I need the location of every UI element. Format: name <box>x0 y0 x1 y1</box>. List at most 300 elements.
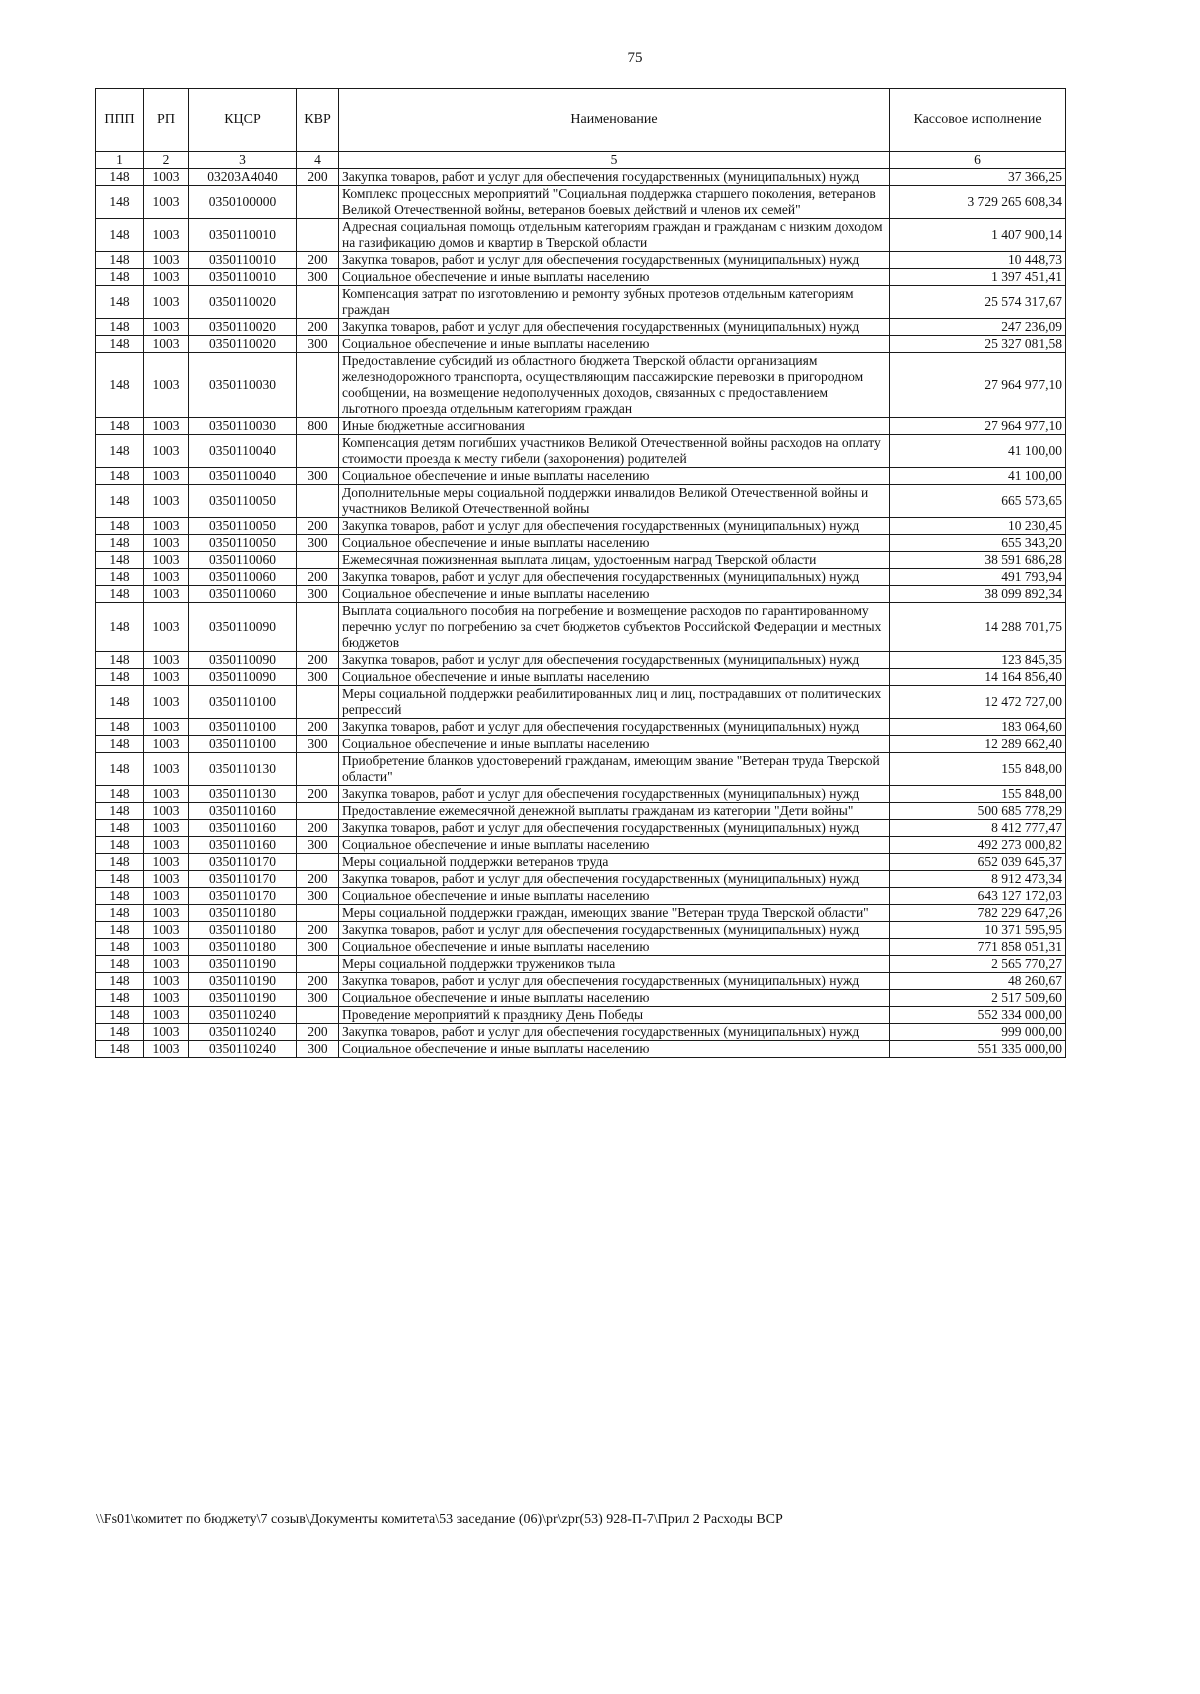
cell-name: Социальное обеспечение и иные выплаты населению <box>339 736 890 753</box>
table-row <box>96 736 1066 753</box>
table-row <box>96 586 1066 603</box>
cell-kvr <box>297 219 339 252</box>
cell-ppp: 148 <box>96 686 144 719</box>
cell-name: Закупка товаров, работ и услуг для обеспечения государственных (муниципальных) нужд <box>339 719 890 736</box>
cell-amount: 492 273 000,82 <box>890 837 1066 854</box>
table-row <box>96 1024 1066 1041</box>
cell-rp: 1003 <box>144 219 189 252</box>
cell-amount: 41 100,00 <box>890 435 1066 468</box>
cell-kcsr: 0350110180 <box>189 922 297 939</box>
column-number: 2 <box>144 152 189 169</box>
cell-amount: 3 729 265 608,34 <box>890 186 1066 219</box>
cell-amount: 551 335 000,00 <box>890 1041 1066 1058</box>
cell-name: Выплата социального пособия на погребение и возмещение расходов по гарантированному перечню услуг по погребению за счет бюджетов субъектов Российской Федерации и местных бюджетов <box>339 603 890 652</box>
cell-ppp: 148 <box>96 552 144 569</box>
cell-amount: 27 964 977,10 <box>890 418 1066 435</box>
cell-kcsr: 0350110180 <box>189 939 297 956</box>
cell-rp: 1003 <box>144 888 189 905</box>
cell-ppp: 148 <box>96 468 144 485</box>
cell-name: Закупка товаров, работ и услуг для обеспечения государственных (муниципальных) нужд <box>339 652 890 669</box>
cell-kcsr: 0350110190 <box>189 990 297 1007</box>
cell-amount: 1 407 900,14 <box>890 219 1066 252</box>
cell-name: Приобретение бланков удостоверений гражданам, имеющим звание "Ветеран труда Тверской области" <box>339 753 890 786</box>
cell-name: Закупка товаров, работ и услуг для обеспечения государственных (муниципальных) нужд <box>339 1024 890 1041</box>
cell-amount: 123 845,35 <box>890 652 1066 669</box>
cell-amount: 25 327 081,58 <box>890 336 1066 353</box>
cell-amount: 155 848,00 <box>890 753 1066 786</box>
cell-kvr: 200 <box>297 1024 339 1041</box>
cell-rp: 1003 <box>144 652 189 669</box>
cell-amount: 782 229 647,26 <box>890 905 1066 922</box>
cell-name: Социальное обеспечение и иные выплаты населению <box>339 669 890 686</box>
cell-amount: 41 100,00 <box>890 468 1066 485</box>
cell-kvr: 200 <box>297 871 339 888</box>
cell-rp: 1003 <box>144 719 189 736</box>
table-row <box>96 485 1066 518</box>
cell-ppp: 148 <box>96 922 144 939</box>
column-number-row <box>96 152 1066 169</box>
cell-name: Социальное обеспечение и иные выплаты населению <box>339 468 890 485</box>
table-row <box>96 252 1066 269</box>
page-number: 75 <box>627 50 643 66</box>
cell-rp: 1003 <box>144 753 189 786</box>
table-row <box>96 269 1066 286</box>
cell-rp: 1003 <box>144 319 189 336</box>
cell-rp: 1003 <box>144 552 189 569</box>
cell-rp: 1003 <box>144 418 189 435</box>
budget-table <box>95 88 1066 1058</box>
table-row <box>96 1007 1066 1024</box>
cell-name: Закупка товаров, работ и услуг для обеспечения государственных (муниципальных) нужд <box>339 973 890 990</box>
cell-amount: 12 472 727,00 <box>890 686 1066 719</box>
cell-kcsr: 0350110050 <box>189 535 297 552</box>
cell-kvr: 300 <box>297 269 339 286</box>
cell-kcsr: 0350110180 <box>189 905 297 922</box>
table-row <box>96 888 1066 905</box>
cell-amount: 500 685 778,29 <box>890 803 1066 820</box>
cell-ppp: 148 <box>96 652 144 669</box>
column-number: 1 <box>96 152 144 169</box>
cell-kcsr: 0350110170 <box>189 888 297 905</box>
header-rp: РП <box>144 89 189 152</box>
cell-name: Закупка товаров, работ и услуг для обеспечения государственных (муниципальных) нужд <box>339 871 890 888</box>
header-kcsr: КЦСР <box>189 89 297 152</box>
cell-kcsr: 0350110170 <box>189 854 297 871</box>
cell-kvr <box>297 435 339 468</box>
cell-name: Социальное обеспечение и иные выплаты населению <box>339 269 890 286</box>
cell-rp: 1003 <box>144 286 189 319</box>
header-kvr: КВР <box>297 89 339 152</box>
cell-kcsr: 0350110060 <box>189 569 297 586</box>
cell-kvr: 300 <box>297 736 339 753</box>
cell-amount: 491 793,94 <box>890 569 1066 586</box>
cell-rp: 1003 <box>144 973 189 990</box>
cell-kvr <box>297 485 339 518</box>
cell-kcsr: 0350110030 <box>189 418 297 435</box>
cell-amount: 37 366,25 <box>890 169 1066 186</box>
cell-ppp: 148 <box>96 786 144 803</box>
cell-amount: 27 964 977,10 <box>890 353 1066 418</box>
cell-ppp: 148 <box>96 719 144 736</box>
cell-amount: 183 064,60 <box>890 719 1066 736</box>
cell-rp: 1003 <box>144 252 189 269</box>
table-row <box>96 186 1066 219</box>
cell-kcsr: 0350110010 <box>189 269 297 286</box>
table-row <box>96 353 1066 418</box>
cell-ppp: 148 <box>96 435 144 468</box>
cell-name: Социальное обеспечение и иные выплаты населению <box>339 586 890 603</box>
cell-name: Социальное обеспечение и иные выплаты населению <box>339 939 890 956</box>
cell-ppp: 148 <box>96 319 144 336</box>
cell-name: Социальное обеспечение и иные выплаты населению <box>339 990 890 1007</box>
cell-kcsr: 0350110100 <box>189 736 297 753</box>
cell-ppp: 148 <box>96 905 144 922</box>
cell-ppp: 148 <box>96 353 144 418</box>
cell-rp: 1003 <box>144 269 189 286</box>
table-row <box>96 922 1066 939</box>
cell-rp: 1003 <box>144 820 189 837</box>
table-row <box>96 719 1066 736</box>
cell-rp: 1003 <box>144 1024 189 1041</box>
cell-amount: 655 343,20 <box>890 535 1066 552</box>
cell-kvr: 300 <box>297 1041 339 1058</box>
cell-ppp: 148 <box>96 803 144 820</box>
cell-rp: 1003 <box>144 956 189 973</box>
cell-ppp: 148 <box>96 569 144 586</box>
cell-amount: 652 039 645,37 <box>890 854 1066 871</box>
cell-rp: 1003 <box>144 518 189 535</box>
cell-rp: 1003 <box>144 603 189 652</box>
cell-kvr <box>297 186 339 219</box>
table-row <box>96 518 1066 535</box>
cell-amount: 10 448,73 <box>890 252 1066 269</box>
cell-ppp: 148 <box>96 186 144 219</box>
cell-amount: 12 289 662,40 <box>890 736 1066 753</box>
table-row <box>96 803 1066 820</box>
cell-kvr <box>297 905 339 922</box>
cell-kcsr: 0350110050 <box>189 518 297 535</box>
table-row <box>96 939 1066 956</box>
cell-kvr: 200 <box>297 169 339 186</box>
cell-kvr: 300 <box>297 888 339 905</box>
cell-kvr <box>297 552 339 569</box>
column-number: 6 <box>890 152 1066 169</box>
table-row <box>96 973 1066 990</box>
table-row <box>96 786 1066 803</box>
cell-kcsr: 0350110050 <box>189 485 297 518</box>
cell-rp: 1003 <box>144 803 189 820</box>
cell-ppp: 148 <box>96 535 144 552</box>
table-row <box>96 435 1066 468</box>
table-row <box>96 1041 1066 1058</box>
cell-kvr <box>297 803 339 820</box>
cell-name: Закупка товаров, работ и услуг для обеспечения государственных (муниципальных) нужд <box>339 518 890 535</box>
cell-rp: 1003 <box>144 736 189 753</box>
cell-rp: 1003 <box>144 435 189 468</box>
cell-rp: 1003 <box>144 1007 189 1024</box>
cell-kvr <box>297 353 339 418</box>
table-body <box>96 152 1066 1058</box>
cell-kcsr: 03203А4040 <box>189 169 297 186</box>
cell-rp: 1003 <box>144 485 189 518</box>
cell-ppp: 148 <box>96 854 144 871</box>
table-row <box>96 169 1066 186</box>
cell-kcsr: 0350110030 <box>189 353 297 418</box>
cell-kcsr: 0350110240 <box>189 1024 297 1041</box>
cell-rp: 1003 <box>144 990 189 1007</box>
cell-ppp: 148 <box>96 956 144 973</box>
cell-name: Комплекс процессных мероприятий "Социальная поддержка старшего поколения, ветеранов Великой Отечественной войны, ветеранов боевых действий и членов их семей" <box>339 186 890 219</box>
cell-name: Дополнительные меры социальной поддержки инвалидов Великой Отечественной войны и участников Великой Отечественной войны <box>339 485 890 518</box>
cell-ppp: 148 <box>96 888 144 905</box>
file-path-footer: \\Fs01\комитет по бюджету\7 созыв\Документы комитета\53 заседание (06)\pr\zpr(53) 928-П-7\Прил 2 Расходы ВСР <box>96 1512 783 1527</box>
cell-amount: 155 848,00 <box>890 786 1066 803</box>
cell-kcsr: 0350110100 <box>189 719 297 736</box>
cell-ppp: 148 <box>96 518 144 535</box>
cell-ppp: 148 <box>96 669 144 686</box>
cell-rp: 1003 <box>144 186 189 219</box>
cell-kvr: 800 <box>297 418 339 435</box>
cell-name: Социальное обеспечение и иные выплаты населению <box>339 336 890 353</box>
cell-ppp: 148 <box>96 1024 144 1041</box>
cell-kvr: 200 <box>297 922 339 939</box>
cell-ppp: 148 <box>96 485 144 518</box>
cell-rp: 1003 <box>144 569 189 586</box>
cell-kcsr: 0350110020 <box>189 286 297 319</box>
cell-kcsr: 0350100000 <box>189 186 297 219</box>
cell-name: Закупка товаров, работ и услуг для обеспечения государственных (муниципальных) нужд <box>339 319 890 336</box>
table-row <box>96 753 1066 786</box>
cell-name: Социальное обеспечение и иные выплаты населению <box>339 1041 890 1058</box>
cell-amount: 2 517 509,60 <box>890 990 1066 1007</box>
table-row <box>96 905 1066 922</box>
cell-ppp: 148 <box>96 990 144 1007</box>
cell-kvr: 300 <box>297 586 339 603</box>
cell-kvr: 200 <box>297 820 339 837</box>
cell-amount: 10 230,45 <box>890 518 1066 535</box>
cell-ppp: 148 <box>96 269 144 286</box>
cell-name: Проведение мероприятий к празднику День Победы <box>339 1007 890 1024</box>
cell-name: Иные бюджетные ассигнования <box>339 418 890 435</box>
cell-name: Социальное обеспечение и иные выплаты населению <box>339 535 890 552</box>
cell-kvr <box>297 1007 339 1024</box>
cell-name: Меры социальной поддержки ветеранов труда <box>339 854 890 871</box>
table-row <box>96 652 1066 669</box>
cell-rp: 1003 <box>144 586 189 603</box>
column-number: 4 <box>297 152 339 169</box>
column-number: 3 <box>189 152 297 169</box>
cell-kvr: 200 <box>297 973 339 990</box>
cell-rp: 1003 <box>144 939 189 956</box>
table-row <box>96 552 1066 569</box>
cell-kvr: 300 <box>297 939 339 956</box>
cell-name: Социальное обеспечение и иные выплаты населению <box>339 837 890 854</box>
cell-kcsr: 0350110010 <box>189 252 297 269</box>
cell-name: Адресная социальная помощь отдельным категориям граждан и гражданам с низким доходом на газификацию домов и квартир в Тверской области <box>339 219 890 252</box>
cell-kvr <box>297 603 339 652</box>
cell-name: Меры социальной поддержки тружеников тыла <box>339 956 890 973</box>
cell-name: Закупка товаров, работ и услуг для обеспечения государственных (муниципальных) нужд <box>339 169 890 186</box>
cell-amount: 2 565 770,27 <box>890 956 1066 973</box>
cell-kvr <box>297 854 339 871</box>
cell-kcsr: 0350110160 <box>189 837 297 854</box>
cell-kcsr: 0350110240 <box>189 1041 297 1058</box>
cell-kvr <box>297 956 339 973</box>
table-row <box>96 669 1066 686</box>
cell-amount: 48 260,67 <box>890 973 1066 990</box>
table-row <box>96 418 1066 435</box>
cell-name: Компенсация затрат по изготовлению и ремонту зубных протезов отдельным категориям граждан <box>339 286 890 319</box>
cell-rp: 1003 <box>144 336 189 353</box>
table-row <box>96 468 1066 485</box>
cell-kcsr: 0350110090 <box>189 652 297 669</box>
header-amount: Кассовое исполнение <box>890 89 1066 152</box>
cell-name: Закупка товаров, работ и услуг для обеспечения государственных (муниципальных) нужд <box>339 252 890 269</box>
table-row <box>96 956 1066 973</box>
header-ppp: ППП <box>96 89 144 152</box>
cell-amount: 247 236,09 <box>890 319 1066 336</box>
cell-amount: 999 000,00 <box>890 1024 1066 1041</box>
cell-rp: 1003 <box>144 854 189 871</box>
cell-amount: 1 397 451,41 <box>890 269 1066 286</box>
cell-kcsr: 0350110130 <box>189 753 297 786</box>
cell-kvr: 300 <box>297 535 339 552</box>
cell-rp: 1003 <box>144 871 189 888</box>
table-row <box>96 286 1066 319</box>
cell-kcsr: 0350110100 <box>189 686 297 719</box>
cell-kvr: 200 <box>297 252 339 269</box>
cell-kvr: 300 <box>297 837 339 854</box>
cell-rp: 1003 <box>144 169 189 186</box>
cell-kcsr: 0350110060 <box>189 586 297 603</box>
table-row <box>96 535 1066 552</box>
cell-ppp: 148 <box>96 586 144 603</box>
cell-ppp: 148 <box>96 1007 144 1024</box>
cell-kcsr: 0350110020 <box>189 336 297 353</box>
cell-name: Компенсация детям погибших участников Великой Отечественной войны расходов на оплату стоимости проезда к месту гибели (захоронения) родителей <box>339 435 890 468</box>
cell-ppp: 148 <box>96 603 144 652</box>
table-row <box>96 569 1066 586</box>
cell-ppp: 148 <box>96 837 144 854</box>
cell-rp: 1003 <box>144 686 189 719</box>
cell-ppp: 148 <box>96 1041 144 1058</box>
cell-ppp: 148 <box>96 753 144 786</box>
cell-amount: 8 412 777,47 <box>890 820 1066 837</box>
cell-ppp: 148 <box>96 169 144 186</box>
table-row <box>96 990 1066 1007</box>
cell-rp: 1003 <box>144 468 189 485</box>
table-row <box>96 837 1066 854</box>
cell-kvr <box>297 753 339 786</box>
cell-rp: 1003 <box>144 837 189 854</box>
table-row <box>96 854 1066 871</box>
cell-kvr: 200 <box>297 652 339 669</box>
cell-amount: 665 573,65 <box>890 485 1066 518</box>
table-row <box>96 219 1066 252</box>
table-row <box>96 319 1066 336</box>
cell-ppp: 148 <box>96 418 144 435</box>
cell-name: Закупка товаров, работ и услуг для обеспечения государственных (муниципальных) нужд <box>339 569 890 586</box>
cell-kvr <box>297 286 339 319</box>
cell-ppp: 148 <box>96 219 144 252</box>
cell-ppp: 148 <box>96 820 144 837</box>
cell-ppp: 148 <box>96 252 144 269</box>
cell-kcsr: 0350110190 <box>189 973 297 990</box>
cell-kvr: 300 <box>297 336 339 353</box>
table-row <box>96 603 1066 652</box>
cell-amount: 643 127 172,03 <box>890 888 1066 905</box>
cell-name: Меры социальной поддержки реабилитированных лиц и лиц, пострадавших от политических репрессий <box>339 686 890 719</box>
table-row <box>96 871 1066 888</box>
table-row <box>96 820 1066 837</box>
cell-amount: 25 574 317,67 <box>890 286 1066 319</box>
cell-kvr: 200 <box>297 518 339 535</box>
cell-amount: 38 099 892,34 <box>890 586 1066 603</box>
cell-kcsr: 0350110040 <box>189 468 297 485</box>
cell-rp: 1003 <box>144 905 189 922</box>
cell-rp: 1003 <box>144 786 189 803</box>
cell-amount: 771 858 051,31 <box>890 939 1066 956</box>
column-number: 5 <box>339 152 890 169</box>
cell-name: Предоставление ежемесячной денежной выплаты гражданам из категории "Дети войны" <box>339 803 890 820</box>
cell-name: Предоставление субсидий из областного бюджета Тверской области организациям железнодорожного транспорта, осуществляющим пассажирские перевозки в пригородном сообщении, на возмещение недополученных доходов, связанных с предоставлением льготного проезда отдельным категориям граждан <box>339 353 890 418</box>
cell-ppp: 148 <box>96 736 144 753</box>
cell-kcsr: 0350110040 <box>189 435 297 468</box>
cell-kcsr: 0350110020 <box>189 319 297 336</box>
cell-kvr: 300 <box>297 468 339 485</box>
cell-kcsr: 0350110060 <box>189 552 297 569</box>
cell-kcsr: 0350110090 <box>189 669 297 686</box>
cell-kvr: 200 <box>297 786 339 803</box>
cell-kvr: 200 <box>297 719 339 736</box>
cell-name: Ежемесячная пожизненная выплата лицам, удостоенным наград Тверской области <box>339 552 890 569</box>
cell-amount: 10 371 595,95 <box>890 922 1066 939</box>
cell-kcsr: 0350110240 <box>189 1007 297 1024</box>
cell-name: Закупка товаров, работ и услуг для обеспечения государственных (муниципальных) нужд <box>339 922 890 939</box>
cell-kvr <box>297 686 339 719</box>
header-row <box>96 89 1066 152</box>
cell-kcsr: 0350110190 <box>189 956 297 973</box>
cell-rp: 1003 <box>144 1041 189 1058</box>
cell-amount: 8 912 473,34 <box>890 871 1066 888</box>
table-row <box>96 686 1066 719</box>
cell-kcsr: 0350110130 <box>189 786 297 803</box>
cell-rp: 1003 <box>144 922 189 939</box>
cell-ppp: 148 <box>96 871 144 888</box>
cell-kcsr: 0350110170 <box>189 871 297 888</box>
cell-kcsr: 0350110160 <box>189 820 297 837</box>
cell-kvr: 300 <box>297 669 339 686</box>
cell-rp: 1003 <box>144 535 189 552</box>
cell-kcsr: 0350110090 <box>189 603 297 652</box>
cell-name: Социальное обеспечение и иные выплаты населению <box>339 888 890 905</box>
cell-amount: 552 334 000,00 <box>890 1007 1066 1024</box>
cell-kcsr: 0350110010 <box>189 219 297 252</box>
cell-ppp: 148 <box>96 336 144 353</box>
cell-kcsr: 0350110160 <box>189 803 297 820</box>
cell-kvr: 200 <box>297 569 339 586</box>
cell-ppp: 148 <box>96 973 144 990</box>
cell-kvr: 200 <box>297 319 339 336</box>
cell-name: Меры социальной поддержки граждан, имеющих звание "Ветеран труда Тверской области" <box>339 905 890 922</box>
table-row <box>96 336 1066 353</box>
cell-name: Закупка товаров, работ и услуг для обеспечения государственных (муниципальных) нужд <box>339 820 890 837</box>
cell-name: Закупка товаров, работ и услуг для обеспечения государственных (муниципальных) нужд <box>339 786 890 803</box>
cell-ppp: 148 <box>96 286 144 319</box>
cell-rp: 1003 <box>144 353 189 418</box>
cell-amount: 38 591 686,28 <box>890 552 1066 569</box>
cell-rp: 1003 <box>144 669 189 686</box>
